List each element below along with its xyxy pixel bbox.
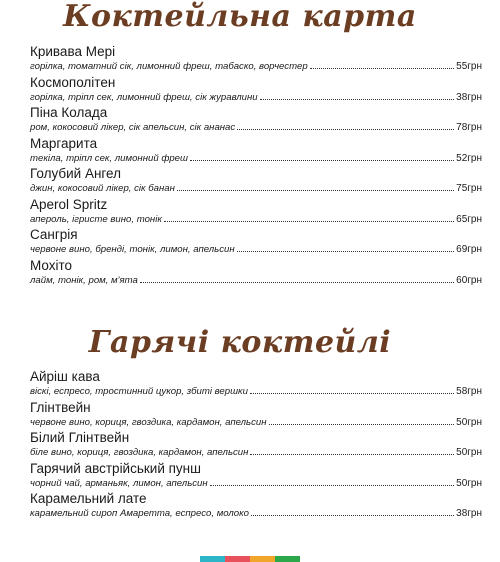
- menu-item-description: карамельний сироп Амаретта, еспресо, молоко: [30, 508, 250, 519]
- dot-leader: [250, 393, 454, 394]
- menu-item-line: [30, 121, 482, 134]
- color-stripe-decoration: [200, 556, 300, 562]
- cocktail-menu-title: Коктейльна карта: [63, 0, 417, 34]
- dot-leader: [210, 485, 454, 486]
- menu-item-description: горілка, томатний сік, лимонний фреш, табаско, ворчестер: [30, 61, 308, 72]
- menu-item-description: віскі, еспресо, тростинний цукор, збиті вершки: [30, 386, 248, 397]
- menu-item-name: Гарячий австрійський пунш: [30, 460, 201, 476]
- menu-item-line: [30, 152, 482, 165]
- hot-cocktail-list: [30, 369, 482, 522]
- menu-item-line: [30, 477, 482, 490]
- dot-leader: [237, 251, 455, 252]
- menu-item: [30, 197, 482, 228]
- menu-item-price: 50грн: [456, 477, 482, 489]
- menu-item-line: [30, 182, 482, 195]
- menu-item: [30, 461, 482, 492]
- dot-leader: [269, 424, 455, 425]
- menu-item: [30, 369, 482, 400]
- dot-leader: [250, 454, 454, 455]
- dot-leader: [177, 190, 454, 191]
- menu-item-line: [30, 446, 482, 459]
- menu-item-price: 38грн: [456, 508, 482, 519]
- menu-item: [30, 491, 482, 522]
- menu-item-name: Голубий Ангел: [30, 166, 121, 181]
- menu-item: [30, 136, 482, 167]
- menu-item: [30, 166, 482, 197]
- menu-item-price: 52грн: [456, 152, 482, 164]
- menu-item-description: джин, кокосовий лікер, сік банан: [30, 183, 175, 194]
- menu-item-line: [30, 243, 482, 256]
- menu-item-description: червоне вино, кориця, гвоздика, кардамон, апельсин: [30, 416, 267, 428]
- dot-leader: [310, 68, 454, 69]
- dot-leader: [237, 129, 454, 130]
- menu-item-price: 58грн: [456, 386, 482, 397]
- menu-item-line: [30, 274, 482, 287]
- menu-item: [30, 400, 482, 431]
- menu-item-name: Карамельний лате: [30, 491, 147, 506]
- color-stripe-segment: [200, 556, 225, 562]
- menu-item-name: Маргарита: [30, 135, 98, 151]
- menu-item-line: [30, 385, 482, 398]
- color-stripe-segment: [250, 556, 275, 562]
- menu-item-price: 38грн: [456, 91, 482, 103]
- menu-item-price: 65грн: [456, 213, 482, 225]
- menu-item-name: Космополітен: [30, 74, 116, 90]
- menu-item-description: біле вино, кориця, гвоздика, кардамон, апельсин: [30, 447, 249, 458]
- menu-item-price: 50грн: [456, 447, 482, 458]
- menu-item-description: ром, кокосовий лікер, сік апельсин, сік ананас: [30, 122, 236, 133]
- menu-item-line: [30, 60, 482, 73]
- menu-item-name: Глінтвейн: [30, 399, 91, 415]
- menu-item-description: червоне вино, бренді, тонік, лимон, апельсин: [30, 244, 235, 255]
- menu-item-name: Aperol Spritz: [30, 196, 108, 212]
- menu-item-name: Сангрія: [30, 227, 78, 242]
- color-stripe-segment: [225, 556, 250, 562]
- menu-item-price: 55грн: [456, 61, 482, 72]
- menu-item-line: [30, 416, 482, 429]
- color-stripe-segment: [275, 556, 300, 562]
- dot-leader: [260, 99, 455, 100]
- menu-item-name: Білий Глінтвейн: [30, 430, 130, 445]
- cocktail-list: [30, 44, 482, 288]
- menu-item-description: лайм, тонік, ром, м'ята: [30, 274, 138, 286]
- menu-item-line: [30, 213, 482, 226]
- menu-item-description: апероль, ігристе вино, тонік: [30, 213, 162, 225]
- menu-item-name: Піна Колада: [30, 105, 108, 120]
- menu-item-price: 75грн: [456, 183, 482, 194]
- menu-item-line: [30, 507, 482, 520]
- menu-item-description: текіла, тріпл сек, лимонний фреш: [30, 152, 188, 164]
- menu-item: [30, 44, 482, 75]
- menu-item-description: горілка, тріпл сек, лимонний фреш, сік журавлини: [30, 91, 258, 103]
- dot-leader: [164, 221, 454, 222]
- menu-item: [30, 258, 482, 289]
- menu-item: [30, 75, 482, 106]
- menu-item: [30, 430, 482, 461]
- menu-item-price: 78грн: [456, 122, 482, 133]
- hot-cocktails-title: Гарячі коктейлі: [88, 325, 392, 360]
- menu-item-price: 60грн: [456, 274, 482, 286]
- dot-leader: [140, 282, 454, 283]
- menu-item-price: 69грн: [456, 244, 482, 255]
- menu-item-name: Кривава Мері: [30, 44, 116, 59]
- menu-item-price: 50грн: [456, 416, 482, 428]
- dot-leader: [251, 515, 454, 516]
- menu-item: [30, 227, 482, 258]
- dot-leader: [190, 160, 454, 161]
- menu-item-line: [30, 91, 482, 104]
- menu-item: [30, 105, 482, 136]
- menu-item-description: чорний чай, арманьяк, лимон, апельсин: [30, 477, 208, 489]
- menu-item-name: Айріш кава: [30, 369, 100, 384]
- menu-item-name: Мохіто: [30, 257, 73, 273]
